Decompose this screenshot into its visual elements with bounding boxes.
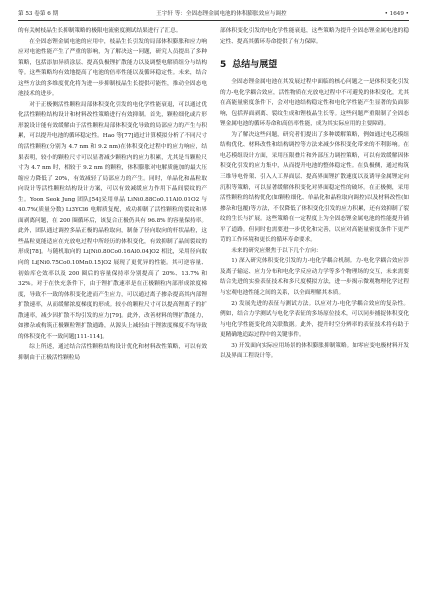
body-paragraph: 未来的研究应聚焦于以下几个方向： [231,247,322,254]
running-title: 王宇轩 等：全固态锂金属电池的体积膨胀效应与调控 [156,11,287,17]
section-heading [220,59,409,72]
header-rule [18,20,409,21]
body-paragraph: 部体积变化引发的电化学性能衰退，这些策略为提升全固态锂金属电池的稳定性、提高其循环寿命提供了有力保障。 [220,28,409,45]
body-paragraph: 的有关树枝晶生长抑制策略的极限电流密度测试结果进行了汇总。 [18,28,182,34]
left-column [18,26,207,364]
body-paragraph: 为了解决这些问题，研究者们提出了多种缓解策略，例如通过电芯模组结构优化、材料改性和结构调控等方法来减少体积变化带来的不利影响。在电芯模组设计方面，采用压限叠片和外部压力调控策略，可以有效缓解因体积变化引发的应力集中，从而提升电池的整体稳定性。在负极侧，通过构筑三维导电骨架、引入人工界面层、提高界面锂扩散速度以及诱导金属锂定向沉积等策略，可以显著缓解体积变化对界面稳定性的破坏。在正极侧，采用活性颗粒的结构优化(如颗粒细化、单晶化和晶粒取向调控)以及材料改性(如掺杂和包覆)等方法，不仅降低了体积变化引发的应力积累，还有效抑制了裂纹的生长与扩展。这些策略在一定程度上为全固态锂金属电池的性能提升铺平了道路。但同时也需要进一步优化和完善，以应对高能量密度条件下更严苛的工作环境和更长的循环寿命要求。 [220,131,409,244]
body-paragraph: 对于正极侧活性颗粒局部体积变化引发的电化学性能衰退，可以通过优化活性颗粒结构设计和材料改性策略进行有效抑制。首先，颗粒细化或片形形貌设计能有效缓解由于活性颗粒局部体积变化导致的局部应力的产生与积累，可以提升电池的循环稳定性。Hao 等[77]通过计算模拟分析了不同尺寸的活性颗粒(分别为 4.7 nm 和 9.2 nm)在体积变化过程中的应力响应，结果表明，较小的颗粒尺寸可以显著减少颗粒内的应力积累，尤其是当颗粒尺寸为 4.7 nm 时，相较于 9.2 nm 的颗粒，体积膨胀对电解质施加的最大压缩应力降低了 20%，有效减轻了局部应力的产生。同时，单晶化和晶粒取向设计等活性颗粒结构设计方案，可以有效减缓应力作用下晶间裂纹的产生。Yoon Seok Jung 团队[54]采用单晶 LiNi0.88Co0.11Al0.01O2 与 40.7%(质量分数) Li3YCl6 电解质复配，成功抑制了活性颗粒的裂纹和界面剥离问题，在 200 圈循环后，该复合正极仍具有 96.8% 的容量保持率。此外，团队通过调控多晶正极的晶粒取向，制备了径向取向的杆状晶粒，这些晶粒更能适应在充放电过程中所经历的体积变化，有效抑制了晶间裂纹的形成[78]。与随机取向的 Li[Ni0.80Co0.16Al0.04]O2 相比，采用径向取向的 Li[Ni0.75Co0.10Mn0.15]O2 展现了更优异的性能。其可逆容量、初始库仑效率以及 200 圈后的容量保持率分别提高了 20%、13.7% 和 32%。对于在快充条件下，由于锂扩散速率是在正极颗粒内部形成浓度梯度，导致不一致的体积变化进而产生应力，可以通过离子掺杂提高其内部锂扩散速率，从而缓解浓度梯度的形成。较小的颗粒尺寸可以提高锂离子的扩散速率，减少因扩散不均引发的应力[79]。此外，改善材料的锂扩散能力，如掺杂或构筑正极颗粒锂扩散通路，从源头上减轻由于锂浓度梯度不均导致的体积变化不一致问题[111-114]。 [18,101,207,340]
body-paragraph: 综上所述，通过结合活性颗粒结构设计优化和材料改性策略，可以有效抑制由于正极活性颗粒局 [18,344,207,361]
journal-volume-issue: 第 53 卷第 6 期 [18,11,59,17]
body-paragraph: 3) 开发面向实际应用场景的体积膨胀抑制策略。如零应变电极材料开发以及界面工程设计等。 [220,342,409,360]
running-header [18,10,409,18]
body-paragraph: 在全固态锂金属电池的应用中，枝晶生长引发的局部体积膨胀和应力响应对电池性能产生了严重的影响，为了解决这一问题，研究人员提出了多种策略，包括添加异质涂层、提高负极锂扩散能力以及调整电解质组分与结构等。这些策略均有效地提高了电池的倍率性能以及循环稳定性。未来，结合这些方法的多维度优化将为进一步抑制枝晶生长提供可能性，推动全固态电池技术的进步。 [18,38,207,98]
body-paragraph: 2) 发展先进的表征与测试方法。以应对力-电化学耦合效应的复杂性。例如，结合力学测试与电化学表征的多场原位技术，可以同步捕捉体积变化与电化学性能变化的关联数据。此外，提升时空分辨率的表征技术将有助于更精确地追踪过程中的关键事件。 [220,300,409,339]
body-paragraph: 1) 深入研究体积变化引发的力-电化学耦合机制。力-电化学耦合效应涉及离子输运、应力分布和电化学反应动力学等多个物理场的交互，未来需要结合先进的实验表征技术和多尺度模拟方法，进一步揭示微观物理化学过程与宏观电池性能之间的关系，以全面理解其本质。 [220,258,409,297]
page-number: • 1649 • [384,11,409,17]
section-number: 5 [220,60,227,71]
body-paragraph: 全固态锂金属电池在其发展过程中面临的核心问题之一是体积变化引发的力-电化学耦合效应，活性物质在充放电过程中不可避免的体积变化，尤其在高能量密度条件下，会对电池结构稳定性和电化学性能产生显著的负面影响，包括界面剥离、裂纹生成和锂枝晶生长等。这些问题严重限制了全固态锂金属电池的循环寿命和高倍率性能，成为其实际应用的主要障碍。 [220,79,409,128]
right-column [220,26,409,364]
two-column-body [18,26,409,364]
section-title: 总结与展望 [232,60,278,71]
